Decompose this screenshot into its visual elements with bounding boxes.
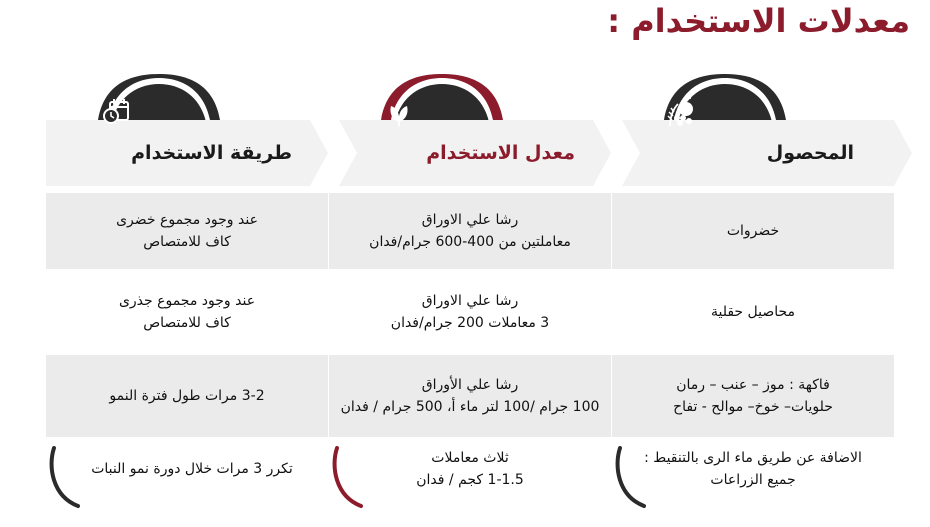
column-header-label: المحصول <box>766 142 854 164</box>
table-cell: فاكهة : موز – عنب – رمان حلويات– خوخ– موالح - تفاح <box>612 355 894 437</box>
table-cell: الاضافة عن طريق ماء الرى بالتنقيط : جميع الزراعات <box>612 437 894 501</box>
fruits-icon <box>658 96 698 136</box>
table-cell: 3-2 مرات طول فترة النمو <box>46 355 328 437</box>
table-cell: عند وجود مجموع خضرى كاف للامتصاص <box>46 193 328 269</box>
column-header <box>612 120 894 186</box>
table-cell: رشا علي الاوراق 3 معاملات 200 جرام/فدان <box>329 269 611 355</box>
column-header-label: طريقة الاستخدام <box>131 142 292 164</box>
column-header <box>329 120 611 186</box>
decorative-curl <box>331 446 371 510</box>
decorative-curl <box>614 446 654 510</box>
leaves-icon <box>375 96 415 136</box>
table-cell: تكرر 3 مرات خلال دورة نمو النبات <box>46 437 328 501</box>
table-cell: رشا علي الاوراق معاملتين من 400-600 جرام/فدان <box>329 193 611 269</box>
table-cell: رشا علي الأوراق 100 جرام /100 لتر ماء أ، 500 جرام / فدان <box>329 355 611 437</box>
table-cell: محاصيل حقلية <box>612 269 894 355</box>
column-crop <box>612 0 894 527</box>
table-cell: عند وجود مجموع جذرى كاف للامتصاص <box>46 269 328 355</box>
table-cell: خضروات <box>612 193 894 269</box>
table-cell: ثلاث معاملات 1-1.5 كجم / فدان <box>329 437 611 501</box>
column-method <box>46 0 328 527</box>
column-rate <box>329 0 611 527</box>
column-header-label: معدل الاستخدام <box>426 142 575 164</box>
page-title: معدلات الاستخدام : <box>607 2 910 40</box>
decorative-curl <box>48 446 88 510</box>
column-header <box>46 120 328 186</box>
calendar-clock-icon <box>92 96 132 136</box>
